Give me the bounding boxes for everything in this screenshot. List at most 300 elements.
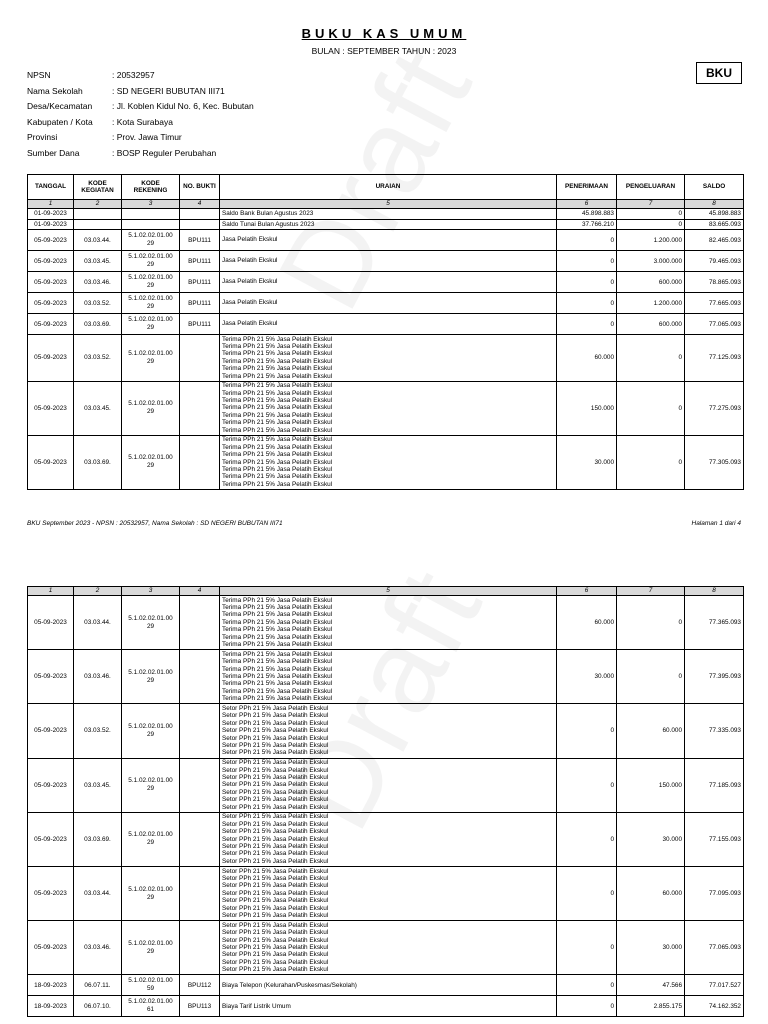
tanggal-cell: 01-09-2023 (28, 219, 74, 230)
info-row-npsn (27, 70, 254, 86)
pengeluaran-cell: 0 (617, 219, 685, 230)
penerimaan-cell: 60.000 (557, 596, 617, 650)
column-number: 5 (220, 200, 557, 209)
column-header: SALDO (685, 175, 744, 200)
column-header: PENGELUARAN (617, 175, 685, 200)
tanggal-cell: 05-09-2023 (28, 230, 74, 251)
uraian-line: Terima PPh 21 5% Jasa Pelatih Ekskul (222, 641, 333, 649)
no-bukti-cell: BPU112 (180, 975, 220, 996)
saldo-cell: 77.305.093 (685, 435, 744, 489)
pengeluaran-cell: 60.000 (617, 704, 685, 758)
pengeluaran-cell: 600.000 (617, 314, 685, 335)
kode-kegiatan-cell: 03.03.46. (74, 650, 122, 704)
uraian-line: Setor PPh 21 5% Jasa Pelatih Ekskul (222, 843, 329, 851)
uraian-cell (220, 335, 557, 382)
uraian-line: Terima PPh 21 5% Jasa Pelatih Ekskul (222, 357, 333, 365)
uraian-line: Setor PPh 21 5% Jasa Pelatih Ekskul (222, 929, 329, 937)
info-label: Sumber Dana (27, 147, 80, 158)
pengeluaran-cell: 0 (617, 650, 685, 704)
tanggal-cell: 05-09-2023 (28, 335, 74, 382)
uraian-line: Setor PPh 21 5% Jasa Pelatih Ekskul (222, 958, 329, 966)
no-bukti-cell (180, 435, 220, 489)
tanggal-cell: 18-09-2023 (28, 975, 74, 996)
tanggal-cell: 05-09-2023 (28, 650, 74, 704)
uraian-line: Terima PPh 21 5% Jasa Pelatih Ekskul (222, 365, 333, 373)
penerimaan-cell: 0 (557, 704, 617, 758)
uraian-line: Biaya Telepon (Kelurahan/Puskesmas/Sekolah) (222, 981, 357, 989)
no-bukti-cell: BPU111 (180, 251, 220, 272)
penerimaan-cell: 30.000 (557, 650, 617, 704)
kode-rekening-cell: 5.1.02.02.01.00 29 (122, 812, 180, 866)
uraian-cell (220, 650, 557, 704)
penerimaan-cell: 0 (557, 293, 617, 314)
uraian-line: Setor PPh 21 5% Jasa Pelatih Ekskul (222, 951, 329, 959)
uraian-line: Terima PPh 21 5% Jasa Pelatih Ekskul (222, 397, 333, 405)
table-row (28, 812, 744, 866)
uraian-line: Setor PPh 21 5% Jasa Pelatih Ekskul (222, 719, 329, 727)
column-number: 1 (28, 200, 74, 209)
uraian-line: Setor PPh 21 5% Jasa Pelatih Ekskul (222, 766, 329, 774)
uraian-line: Setor PPh 21 5% Jasa Pelatih Ekskul (222, 788, 329, 796)
column-header: URAIAN (220, 175, 557, 200)
pengeluaran-cell: 60.000 (617, 866, 685, 920)
column-number: 6 (557, 587, 617, 596)
school-info (27, 70, 254, 163)
uraian-line: Terima PPh 21 5% Jasa Pelatih Ekskul (222, 443, 333, 451)
uraian-line: Setor PPh 21 5% Jasa Pelatih Ekskul (222, 727, 329, 735)
uraian-line: Setor PPh 21 5% Jasa Pelatih Ekskul (222, 803, 329, 811)
table-row (28, 975, 744, 996)
table-row (28, 596, 744, 650)
uraian-line: Saldo Bank Bulan Agustus 2023 (222, 210, 314, 218)
column-number: 7 (617, 587, 685, 596)
uraian-line: Terima PPh 21 5% Jasa Pelatih Ekskul (222, 596, 333, 604)
column-number: 3 (122, 587, 180, 596)
document-subtitle: BULAN : SEPTEMBER TAHUN : 2023 (311, 46, 457, 56)
penerimaan-cell: 0 (557, 272, 617, 293)
uraian-line: Terima PPh 21 5% Jasa Pelatih Ekskul (222, 680, 333, 688)
saldo-cell: 83.665.093 (685, 219, 744, 230)
uraian-line: Setor PPh 21 5% Jasa Pelatih Ekskul (222, 857, 329, 865)
uraian-line: Terima PPh 21 5% Jasa Pelatih Ekskul (222, 695, 333, 703)
table-row (28, 314, 744, 335)
column-header: KODE REKENING (122, 175, 180, 200)
tanggal-cell: 05-09-2023 (28, 293, 74, 314)
tanggal-cell: 18-09-2023 (28, 996, 74, 1017)
kode-rekening-cell: 5.1.02.02.01.00 29 (122, 230, 180, 251)
tanggal-cell: 05-09-2023 (28, 596, 74, 650)
penerimaan-cell: 37.766.210 (557, 219, 617, 230)
column-number-row (28, 587, 744, 596)
uraian-cell (220, 812, 557, 866)
saldo-cell: 79.465.093 (685, 251, 744, 272)
uraian-line: Jasa Pelatih Ekskul (222, 320, 278, 328)
penerimaan-cell: 0 (557, 975, 617, 996)
uraian-line: Terima PPh 21 5% Jasa Pelatih Ekskul (222, 350, 333, 358)
no-bukti-cell: BPU111 (180, 272, 220, 293)
info-label: Nama Sekolah (27, 85, 83, 96)
uraian-line: Terima PPh 21 5% Jasa Pelatih Ekskul (222, 650, 333, 658)
uraian-line: Terima PPh 21 5% Jasa Pelatih Ekskul (222, 665, 333, 673)
penerimaan-cell: 30.000 (557, 435, 617, 489)
ledger-table-page-2 (27, 586, 744, 1017)
column-header: PENERIMAAN (557, 175, 617, 200)
uraian-cell (220, 975, 557, 996)
pengeluaran-cell: 150.000 (617, 758, 685, 812)
ledger-table-page-1 (27, 174, 744, 490)
table-row (28, 335, 744, 382)
saldo-cell: 77.065.093 (685, 921, 744, 975)
info-value: : Prov. Jawa Timur (112, 132, 182, 142)
uraian-line: Terima PPh 21 5% Jasa Pelatih Ekskul (222, 480, 333, 488)
saldo-cell: 77.155.093 (685, 812, 744, 866)
uraian-line: Setor PPh 21 5% Jasa Pelatih Ekskul (222, 774, 329, 782)
info-row-desa (27, 101, 254, 117)
uraian-line: Setor PPh 21 5% Jasa Pelatih Ekskul (222, 882, 329, 890)
kode-rekening-cell: 5.1.02.02.01.00 29 (122, 758, 180, 812)
kode-kegiatan-cell: 03.03.45. (74, 758, 122, 812)
kode-rekening-cell: 5.1.02.02.01.00 29 (122, 435, 180, 489)
uraian-line: Setor PPh 21 5% Jasa Pelatih Ekskul (222, 944, 329, 952)
uraian-line: Terima PPh 21 5% Jasa Pelatih Ekskul (222, 382, 333, 390)
uraian-line: Setor PPh 21 5% Jasa Pelatih Ekskul (222, 889, 329, 897)
kode-kegiatan-cell: 06.07.10. (74, 996, 122, 1017)
column-number: 4 (180, 587, 220, 596)
uraian-line: Setor PPh 21 5% Jasa Pelatih Ekskul (222, 820, 329, 828)
uraian-line: Terima PPh 21 5% Jasa Pelatih Ekskul (222, 611, 333, 619)
uraian-line: Setor PPh 21 5% Jasa Pelatih Ekskul (222, 850, 329, 858)
penerimaan-cell: 0 (557, 812, 617, 866)
kode-rekening-cell (122, 219, 180, 230)
info-value: : 20532957 (112, 70, 155, 80)
kode-kegiatan-cell: 03.03.44. (74, 230, 122, 251)
kode-kegiatan-cell: 03.03.69. (74, 435, 122, 489)
no-bukti-cell (180, 866, 220, 920)
saldo-cell: 77.665.093 (685, 293, 744, 314)
table-row (28, 219, 744, 230)
uraian-line: Terima PPh 21 5% Jasa Pelatih Ekskul (222, 604, 333, 612)
no-bukti-cell (180, 209, 220, 220)
uraian-line: Setor PPh 21 5% Jasa Pelatih Ekskul (222, 796, 329, 804)
table-row (28, 435, 744, 489)
no-bukti-cell: BPU113 (180, 996, 220, 1017)
tanggal-cell: 05-09-2023 (28, 435, 74, 489)
kode-kegiatan-cell: 06.07.11. (74, 975, 122, 996)
kode-kegiatan-cell (74, 219, 122, 230)
info-value: : BOSP Reguler Perubahan (112, 147, 217, 158)
saldo-cell: 77.365.093 (685, 596, 744, 650)
penerimaan-cell: 0 (557, 866, 617, 920)
uraian-line: Jasa Pelatih Ekskul (222, 257, 278, 265)
uraian-line: Setor PPh 21 5% Jasa Pelatih Ekskul (222, 912, 329, 920)
info-row-sumber-dana (27, 148, 254, 164)
column-number: 6 (557, 200, 617, 209)
uraian-line: Setor PPh 21 5% Jasa Pelatih Ekskul (222, 712, 329, 720)
kode-kegiatan-cell: 03.03.69. (74, 314, 122, 335)
kode-rekening-cell: 5.1.02.02.01.00 29 (122, 251, 180, 272)
table-row (28, 758, 744, 812)
pengeluaran-cell: 2.855.175 (617, 996, 685, 1017)
uraian-line: Setor PPh 21 5% Jasa Pelatih Ekskul (222, 749, 329, 757)
uraian-line: Terima PPh 21 5% Jasa Pelatih Ekskul (222, 673, 333, 681)
pengeluaran-cell: 0 (617, 335, 685, 382)
uraian-line: Terima PPh 21 5% Jasa Pelatih Ekskul (222, 342, 333, 350)
kode-rekening-cell: 5.1.02.02.01.00 29 (122, 335, 180, 382)
uraian-line: Setor PPh 21 5% Jasa Pelatih Ekskul (222, 742, 329, 750)
penerimaan-cell: 60.000 (557, 335, 617, 382)
saldo-cell: 74.162.352 (685, 996, 744, 1017)
uraian-line: Setor PPh 21 5% Jasa Pelatih Ekskul (222, 734, 329, 742)
uraian-cell (220, 272, 557, 293)
uraian-line: Terima PPh 21 5% Jasa Pelatih Ekskul (222, 404, 333, 412)
kode-rekening-cell: 5.1.02.02.01.00 29 (122, 596, 180, 650)
uraian-line: Terima PPh 21 5% Jasa Pelatih Ekskul (222, 436, 333, 444)
no-bukti-cell (180, 219, 220, 230)
saldo-cell: 77.275.093 (685, 381, 744, 435)
pengeluaran-cell: 47.566 (617, 975, 685, 996)
uraian-line: Setor PPh 21 5% Jasa Pelatih Ekskul (222, 867, 329, 875)
tanggal-cell: 01-09-2023 (28, 209, 74, 220)
uraian-line: Biaya Tarif Listrik Umum (222, 1002, 291, 1010)
uraian-line: Setor PPh 21 5% Jasa Pelatih Ekskul (222, 705, 329, 713)
uraian-cell (220, 866, 557, 920)
kode-kegiatan-cell: 03.03.52. (74, 293, 122, 314)
bku-badge: BKU (696, 62, 742, 84)
no-bukti-cell: BPU111 (180, 293, 220, 314)
info-label: Desa/Kecamatan (27, 101, 93, 111)
uraian-line: Setor PPh 21 5% Jasa Pelatih Ekskul (222, 813, 329, 821)
table-row (28, 866, 744, 920)
kode-rekening-cell: 5.1.02.02.01.00 29 (122, 272, 180, 293)
uraian-cell (220, 996, 557, 1017)
info-row-kabupaten (27, 117, 254, 133)
penerimaan-cell: 45.898.883 (557, 209, 617, 220)
uraian-cell (220, 758, 557, 812)
tanggal-cell: 05-09-2023 (28, 314, 74, 335)
info-value: : Kota Surabaya (112, 116, 173, 127)
penerimaan-cell: 0 (557, 230, 617, 251)
uraian-line: Setor PPh 21 5% Jasa Pelatih Ekskul (222, 875, 329, 883)
column-number: 1 (28, 587, 74, 596)
uraian-cell (220, 921, 557, 975)
kode-rekening-cell: 5.1.02.02.01.00 29 (122, 650, 180, 704)
tanggal-cell: 05-09-2023 (28, 921, 74, 975)
no-bukti-cell (180, 812, 220, 866)
uraian-line: Setor PPh 21 5% Jasa Pelatih Ekskul (222, 759, 329, 767)
uraian-line: Setor PPh 21 5% Jasa Pelatih Ekskul (222, 828, 329, 836)
uraian-line: Terima PPh 21 5% Jasa Pelatih Ekskul (222, 372, 333, 380)
no-bukti-cell (180, 704, 220, 758)
column-number: 7 (617, 200, 685, 209)
pengeluaran-cell: 1.200.000 (617, 293, 685, 314)
pengeluaran-cell: 30.000 (617, 812, 685, 866)
penerimaan-cell: 150.000 (557, 381, 617, 435)
uraian-line: Terima PPh 21 5% Jasa Pelatih Ekskul (222, 466, 333, 474)
pengeluaran-cell: 0 (617, 596, 685, 650)
kode-rekening-cell: 5.1.02.02.01.00 61 (122, 996, 180, 1017)
no-bukti-cell: BPU111 (180, 230, 220, 251)
no-bukti-cell: BPU111 (180, 314, 220, 335)
column-number: 5 (220, 587, 557, 596)
saldo-cell: 45.898.883 (685, 209, 744, 220)
column-number: 2 (74, 200, 122, 209)
info-label: Provinsi (27, 132, 58, 142)
table-row (28, 293, 744, 314)
saldo-cell: 77.095.093 (685, 866, 744, 920)
tanggal-cell: 05-09-2023 (28, 251, 74, 272)
uraian-line: Jasa Pelatih Ekskul (222, 236, 278, 244)
saldo-cell: 77.017.527 (685, 975, 744, 996)
uraian-line: Terima PPh 21 5% Jasa Pelatih Ekskul (222, 335, 333, 343)
uraian-cell (220, 251, 557, 272)
pengeluaran-cell: 0 (617, 435, 685, 489)
table-row (28, 272, 744, 293)
uraian-line: Terima PPh 21 5% Jasa Pelatih Ekskul (222, 451, 333, 459)
uraian-line: Jasa Pelatih Ekskul (222, 299, 278, 307)
penerimaan-cell: 0 (557, 314, 617, 335)
uraian-cell (220, 314, 557, 335)
uraian-line: Terima PPh 21 5% Jasa Pelatih Ekskul (222, 633, 333, 641)
column-header-row (28, 175, 744, 200)
uraian-line: Terima PPh 21 5% Jasa Pelatih Ekskul (222, 618, 333, 626)
column-header: KODE KEGIATAN (74, 175, 122, 200)
kode-kegiatan-cell: 03.03.45. (74, 251, 122, 272)
no-bukti-cell (180, 758, 220, 812)
uraian-line: Jasa Pelatih Ekskul (222, 278, 278, 286)
uraian-cell (220, 381, 557, 435)
kode-kegiatan-cell: 03.03.46. (74, 272, 122, 293)
saldo-cell: 77.395.093 (685, 650, 744, 704)
penerimaan-cell: 0 (557, 921, 617, 975)
tanggal-cell: 05-09-2023 (28, 758, 74, 812)
penerimaan-cell: 0 (557, 758, 617, 812)
uraian-cell (220, 209, 557, 220)
saldo-cell: 77.185.093 (685, 758, 744, 812)
uraian-line: Setor PPh 21 5% Jasa Pelatih Ekskul (222, 904, 329, 912)
kode-rekening-cell: 5.1.02.02.01.00 29 (122, 921, 180, 975)
saldo-cell: 77.065.093 (685, 314, 744, 335)
uraian-cell (220, 293, 557, 314)
column-header: NO. BUKTI (180, 175, 220, 200)
table-row (28, 251, 744, 272)
column-number: 2 (74, 587, 122, 596)
kode-kegiatan-cell: 03.03.46. (74, 921, 122, 975)
table-row (28, 650, 744, 704)
kode-kegiatan-cell: 03.03.69. (74, 812, 122, 866)
uraian-line: Setor PPh 21 5% Jasa Pelatih Ekskul (222, 835, 329, 843)
column-header: TANGGAL (28, 175, 74, 200)
uraian-line: Terima PPh 21 5% Jasa Pelatih Ekskul (222, 626, 333, 634)
tanggal-cell: 05-09-2023 (28, 866, 74, 920)
footer-page-number: Halaman 1 dari 4 (691, 520, 741, 527)
pengeluaran-cell: 3.000.000 (617, 251, 685, 272)
kode-rekening-cell: 5.1.02.02.01.00 29 (122, 381, 180, 435)
info-value: : Jl. Koblen Kidul No. 6, Kec. Bubutan (112, 101, 254, 111)
no-bukti-cell (180, 596, 220, 650)
table-row (28, 209, 744, 220)
tanggal-cell: 05-09-2023 (28, 381, 74, 435)
uraian-line: Terima PPh 21 5% Jasa Pelatih Ekskul (222, 389, 333, 397)
uraian-cell (220, 704, 557, 758)
info-label: NPSN (27, 70, 51, 80)
uraian-line: Terima PPh 21 5% Jasa Pelatih Ekskul (222, 411, 333, 419)
uraian-line: Setor PPh 21 5% Jasa Pelatih Ekskul (222, 921, 329, 929)
kode-rekening-cell (122, 209, 180, 220)
saldo-cell: 77.335.093 (685, 704, 744, 758)
saldo-cell: 77.125.093 (685, 335, 744, 382)
kode-kegiatan-cell: 03.03.52. (74, 704, 122, 758)
info-row-nama-sekolah (27, 86, 254, 102)
kode-rekening-cell: 5.1.02.02.01.00 29 (122, 866, 180, 920)
info-value: : SD NEGERI BUBUTAN III71 (112, 85, 225, 96)
kode-kegiatan-cell (74, 209, 122, 220)
pengeluaran-cell: 30.000 (617, 921, 685, 975)
uraian-line: Terima PPh 21 5% Jasa Pelatih Ekskul (222, 419, 333, 427)
kode-rekening-cell: 5.1.02.02.01.00 59 (122, 975, 180, 996)
document-title: BUKU KAS UMUM (301, 26, 467, 41)
table-row (28, 996, 744, 1017)
tanggal-cell: 05-09-2023 (28, 272, 74, 293)
table-row (28, 921, 744, 975)
column-number: 8 (685, 200, 744, 209)
table-row (28, 381, 744, 435)
column-number: 8 (685, 587, 744, 596)
uraian-line: Setor PPh 21 5% Jasa Pelatih Ekskul (222, 936, 329, 944)
uraian-cell (220, 435, 557, 489)
pengeluaran-cell: 1.200.000 (617, 230, 685, 251)
uraian-cell (220, 219, 557, 230)
uraian-line: Terima PPh 21 5% Jasa Pelatih Ekskul (222, 426, 333, 434)
pengeluaran-cell: 0 (617, 209, 685, 220)
kode-kegiatan-cell: 03.03.52. (74, 335, 122, 382)
penerimaan-cell: 0 (557, 251, 617, 272)
info-label: Kabupaten / Kota (27, 116, 93, 127)
column-number: 3 (122, 200, 180, 209)
column-number: 4 (180, 200, 220, 209)
penerimaan-cell: 0 (557, 996, 617, 1017)
kode-rekening-cell: 5.1.02.02.01.00 29 (122, 704, 180, 758)
saldo-cell: 82.465.093 (685, 230, 744, 251)
no-bukti-cell (180, 335, 220, 382)
no-bukti-cell (180, 381, 220, 435)
tanggal-cell: 05-09-2023 (28, 704, 74, 758)
uraian-line: Setor PPh 21 5% Jasa Pelatih Ekskul (222, 781, 329, 789)
uraian-line: Terima PPh 21 5% Jasa Pelatih Ekskul (222, 687, 333, 695)
footer-document-info: BKU September 2023 - NPSN : 20532957, Nama Sekolah : SD NEGERI BUBUTAN III71 (27, 520, 283, 527)
table-row (28, 704, 744, 758)
uraian-line: Terima PPh 21 5% Jasa Pelatih Ekskul (222, 473, 333, 481)
uraian-line: Setor PPh 21 5% Jasa Pelatih Ekskul (222, 897, 329, 905)
kode-rekening-cell: 5.1.02.02.01.00 29 (122, 293, 180, 314)
kode-rekening-cell: 5.1.02.02.01.00 29 (122, 314, 180, 335)
kode-kegiatan-cell: 03.03.44. (74, 596, 122, 650)
kode-kegiatan-cell: 03.03.45. (74, 381, 122, 435)
column-number-row (28, 200, 744, 209)
kode-kegiatan-cell: 03.03.44. (74, 866, 122, 920)
info-row-provinsi (27, 132, 254, 148)
tanggal-cell: 05-09-2023 (28, 812, 74, 866)
saldo-cell: 78.865.093 (685, 272, 744, 293)
table-row (28, 230, 744, 251)
uraian-cell (220, 596, 557, 650)
uraian-line: Saldo Tunai Bulan Agustus 2023 (222, 220, 315, 228)
no-bukti-cell (180, 650, 220, 704)
no-bukti-cell (180, 921, 220, 975)
uraian-line: Terima PPh 21 5% Jasa Pelatih Ekskul (222, 458, 333, 466)
uraian-cell (220, 230, 557, 251)
pengeluaran-cell: 600.000 (617, 272, 685, 293)
pengeluaran-cell: 0 (617, 381, 685, 435)
